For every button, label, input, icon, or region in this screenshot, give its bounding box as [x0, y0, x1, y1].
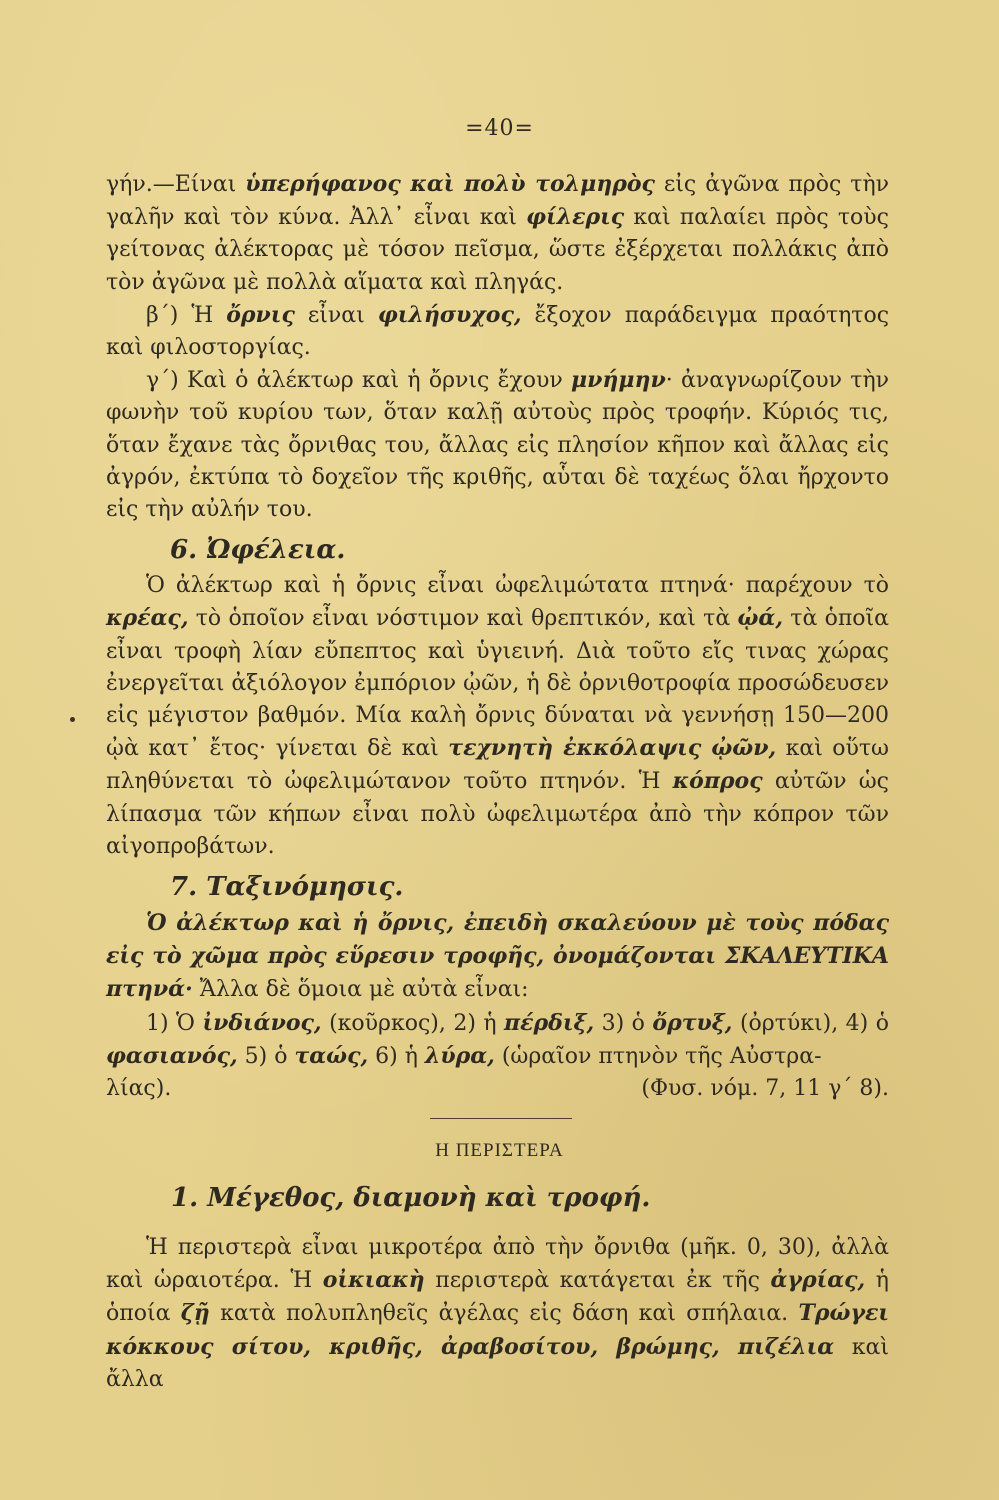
paragraph-classification: Ὁ ἀλέκτωρ καὶ ἡ ὄρνις, ἐπειδὴ σκαλεύουν μὲ τοὺς πόδας εἰς τὸ χῶμα πρὸς εὕρεσιν τροφῆς, ὀνομάζονται ΣΚΑΛΕΥΤΙΚΑ πτηνά· Ἄλλα δὲ ὅμοια μὲ αὐτὰ εἶναι:: [106, 910, 889, 1003]
paragraph-pigeon: Ἡ περιστερὰ εἶναι μικροτέρα ἀπὸ τὴν ὄρνιθα (μῆκ. 0, 30), ἀλλὰ καὶ ὡραιοτέρα. Ἡ οἰκιακὴ περιστερὰ κατάγεται ἐκ τῆς ἀγρίας, ἡ ὁποία ζῇ κατὰ πολυπληθεῖς ἀγέλας εἰς δάση καὶ σπήλαια. Τρώγει κόκκους σίτου, κριθῆς, ἀραβοσίτου, βρώμης, πιζέλια καὶ ἄλλα: [106, 1235, 889, 1392]
ink-speck: [70, 717, 75, 722]
paragraph-benefits: Ὁ ἀλέκτωρ καὶ ἡ ὄρνις εἶναι ὠφελιμώτατα πτηνά· παρέχουν τὸ κρέας, τὸ ὁποῖον εἶναι νόστιμον καὶ θρεπτικόν, καὶ τὰ ᾠά, τὰ ὁποῖα εἶναι τροφὴ λίαν εὔπεπτος καὶ ὑγιεινή. Διὰ τοῦτο εἴς τινας χώρας ἐνεργεῖται ἀξιόλογον ἐμπόριον ᾠῶν, ἡ δὲ ὀρνιθοτροφία προσώδευσεν εἰς μέγιστον βαθμόν. Μία καλὴ ὄρνις δύναται νὰ γεννήσῃ 150—200 ᾠὰ κατ᾽ ἔτος· γίνεται δὲ καὶ τεχνητὴ ἐκκόλαψις ᾠῶν, καὶ οὕτω πληθύνεται τὸ ὠφελιμώτανον τοῦτο πτηνόν. Ἡ κόπρος αὐτῶν ὡς λίπασμα τῶν κήπων εἶναι πολὺ ὠφελιμωτέρα ἀπὸ τὴν κόπρον τῶν αἰγοπροβάτων.: [106, 573, 890, 859]
paragraph-similar-birds: 1) Ὁ ἰνδιάνος, (κοῦρκος), 2) ἡ πέρδιξ, 3) ὁ ὄρτυξ, (ὀρτύκι), 4) ὁ φασιανός, 5) ὁ ταώς, 6) ἡ λύρα, (ὡραῖον πτηνὸν τῆς Αὐστρα-: [106, 1009, 889, 1069]
paragraph-hen-peaceful: β΄) Ἡ ὄρνις εἶναι φιλήσυχος, ἔξοχον παράδειγμα πραότητος καὶ φιλοστοργίας.: [106, 301, 890, 361]
section-divider: [430, 1118, 572, 1119]
paragraph-rooster-temperament: γήν.—Είναι ὑπερήφανος καὶ πολὺ τολμηρὸς εἰς ἀγῶνα πρὸς τὴν γαλῆν καὶ τὸν κύνα. Ἀλλ᾽ εἶναι καὶ φίλερις καὶ παλαίει πρὸς τοὺς γείτονας ἀλέκτορας μὲ τόσον πεῖσμα, ὥστε ἐξέρχεται πολλάκις ἀπὸ τὸν ἀγῶνα μὲ πολλὰ αἵματα καὶ πληγάς.: [106, 171, 889, 295]
lower-text-block: [106, 1232, 889, 1396]
section-title: Η ΠΕΡΙΣΤΕΡΑ: [435, 1140, 564, 1161]
heading-size-habitat-food: 1. Μέγεθος, διαμονὴ καὶ τροφή.: [171, 1183, 651, 1213]
page-number: =40=: [465, 116, 534, 141]
citation: (Φυσ. νόμ. 7, 11 γ΄ 8).: [641, 1076, 889, 1102]
upper-text-block: [106, 168, 889, 1105]
heading-benefits: 6. Ὠφέλεια.: [170, 535, 346, 566]
paragraph-memory: γ΄) Καὶ ὁ ἀλέκτωρ καὶ ἡ ὄρνις ἔχουν μνήμην· ἀναγνωρίζουν τὴν φωνὴν τοῦ κυρίου των, ὅταν καλῇ αὐτοὺς πρὸς τροφήν. Κύριός τις, ὅταν ἔχανε τὰς ὄρνιθας του, ἄλλας εἰς πλησίον κῆπον καὶ ἄλλας εἰς ἀγρόν, ἐκτύπα τὸ δοχεῖον τῆς κριθῆς, αὗται δὲ ταχέως ὅλαι ἤρχοντο εἰς τὴν αὐλήν του.: [106, 367, 889, 523]
heading-classification: 7. Ταξινόμησις.: [170, 872, 404, 903]
citation-line: λίας). (Φυσ. νόμ. 7, 11 γ΄ 8).: [106, 1073, 889, 1105]
